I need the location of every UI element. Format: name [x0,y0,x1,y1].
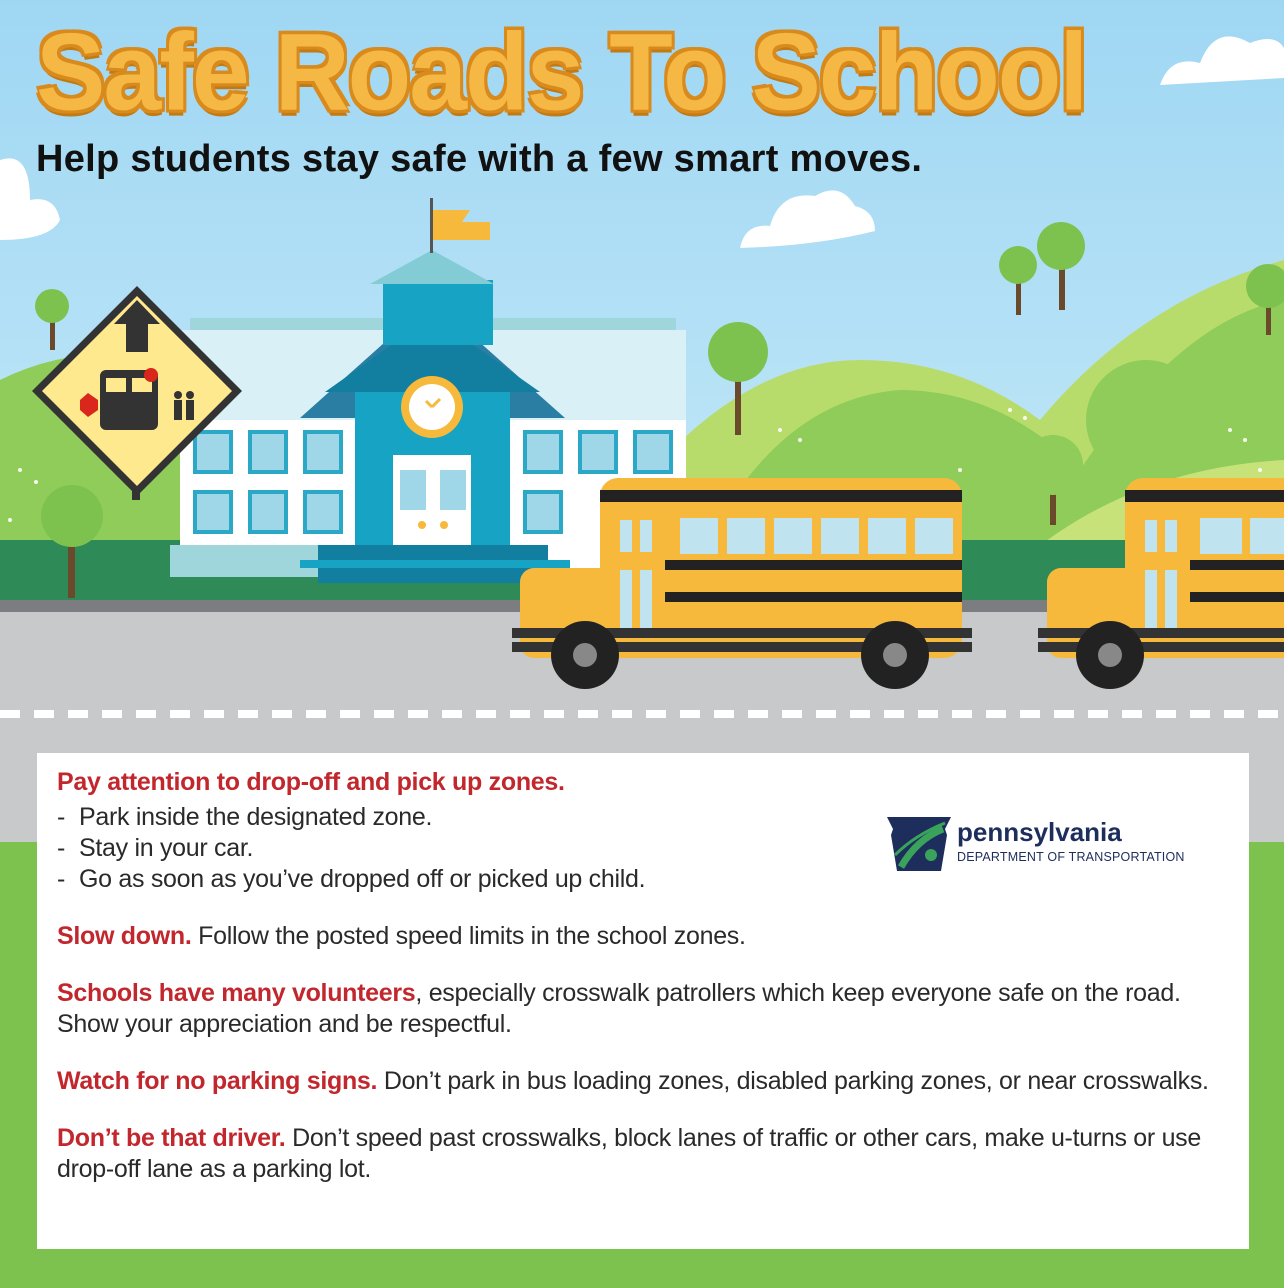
tip-text: Follow the posted speed limits in the school zones. [191,922,746,950]
tip-heading: Don’t be that driver. [57,1124,286,1152]
tip-heading: Slow down. [57,922,192,950]
keystone-icon [887,809,951,873]
tip-dont-be-that-driver [57,1123,1237,1185]
tip-text: Don’t speed past crosswalks, block lanes of traffic or other cars, make u-turns or use drop-off lane as a parking lot. [57,1124,1201,1183]
tip-heading: Schools have many volunteers [57,979,416,1007]
logo-name: pennsylvania [957,817,1122,847]
logo-department: DEPARTMENT OF TRANSPORTATION [957,850,1185,864]
list-item: - Stay in your car. [57,834,254,862]
tips-panel [37,753,1249,1249]
tip-no-parking [57,1066,1237,1097]
tip-heading: Watch for no parking signs. [57,1067,378,1095]
tip-text: , especially crosswalk patrollers which keep everyone safe on the road. Show your appreciation and be respectful. [57,979,1181,1038]
tip-heading: Pay attention to drop-off and pick up zones. [57,768,565,796]
tip-text: Don’t park in bus loading zones, disabled parking zones, or near crosswalks. [377,1067,1209,1095]
list-item: - Park inside the designated zone. [57,803,433,831]
tip-volunteers [57,978,1237,1040]
poster-title: Safe Roads To School [36,11,1087,134]
poster-subtitle: Help students stay safe with a few smart moves. [36,138,923,180]
list-item: - Go as soon as you’ve dropped off or picked up child. [57,865,646,893]
tip-slow-down [57,921,1237,952]
penndot-logo [887,809,1207,873]
